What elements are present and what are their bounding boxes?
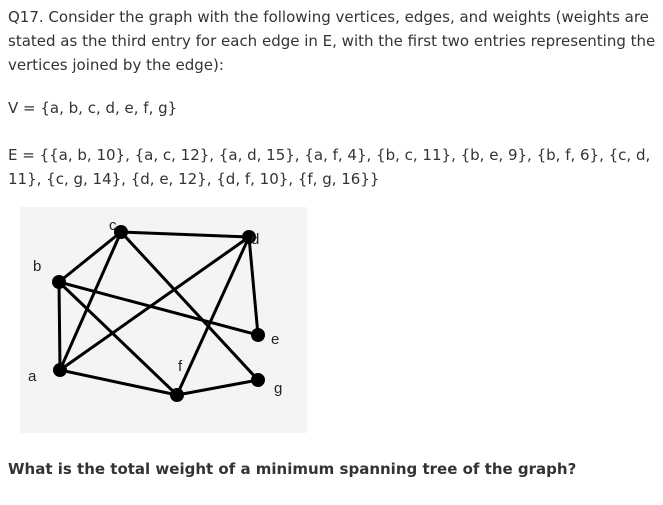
graph-figure [20, 207, 307, 433]
edge-b-e [59, 282, 258, 335]
vertex-e [251, 328, 265, 342]
final-question: What is the total weight of a minimum spanning tree of the graph? [8, 460, 577, 478]
edge-f-g [177, 380, 258, 395]
edge-a-f [60, 370, 177, 395]
vertex-label-d: d [251, 231, 260, 248]
edge-a-b [59, 282, 60, 370]
edge-b-c [59, 232, 121, 282]
edge-c-d [121, 232, 249, 237]
edge-d-e [249, 237, 258, 335]
vertex-label-c: c [109, 217, 117, 234]
vertex-b [52, 275, 66, 289]
vertex-set: V = {a, b, c, d, e, f, g} [8, 99, 178, 117]
vertex-label-g: g [274, 380, 283, 397]
edge-c-g [121, 232, 258, 380]
vertex-label-a: a [28, 368, 37, 385]
vertex-label-b: b [33, 258, 42, 275]
vertex-label-f: f [178, 358, 183, 375]
edge-set: E = {{a, b, 10}, {a, c, 12}, {a, d, 15}, {a, f, 4}, {b, c, 11}, {b, e, 9}, {b, f, 6}, {c, d, 11}, {c, g, 14}, {d, e, 12}, {d, f, 10}, {f, g, 16}} [8, 146, 651, 188]
graph-svg [20, 207, 307, 433]
vertex-f [170, 388, 184, 402]
vertex-g [251, 373, 265, 387]
vertex-a [53, 363, 67, 377]
question-text: Q17. Consider the graph with the following vertices, edges, and weights (weights are stated as the third entry for each edge in E, with the first two entries representing the vertices joined by the edge): [8, 8, 656, 74]
vertex-label-e: e [271, 331, 280, 348]
